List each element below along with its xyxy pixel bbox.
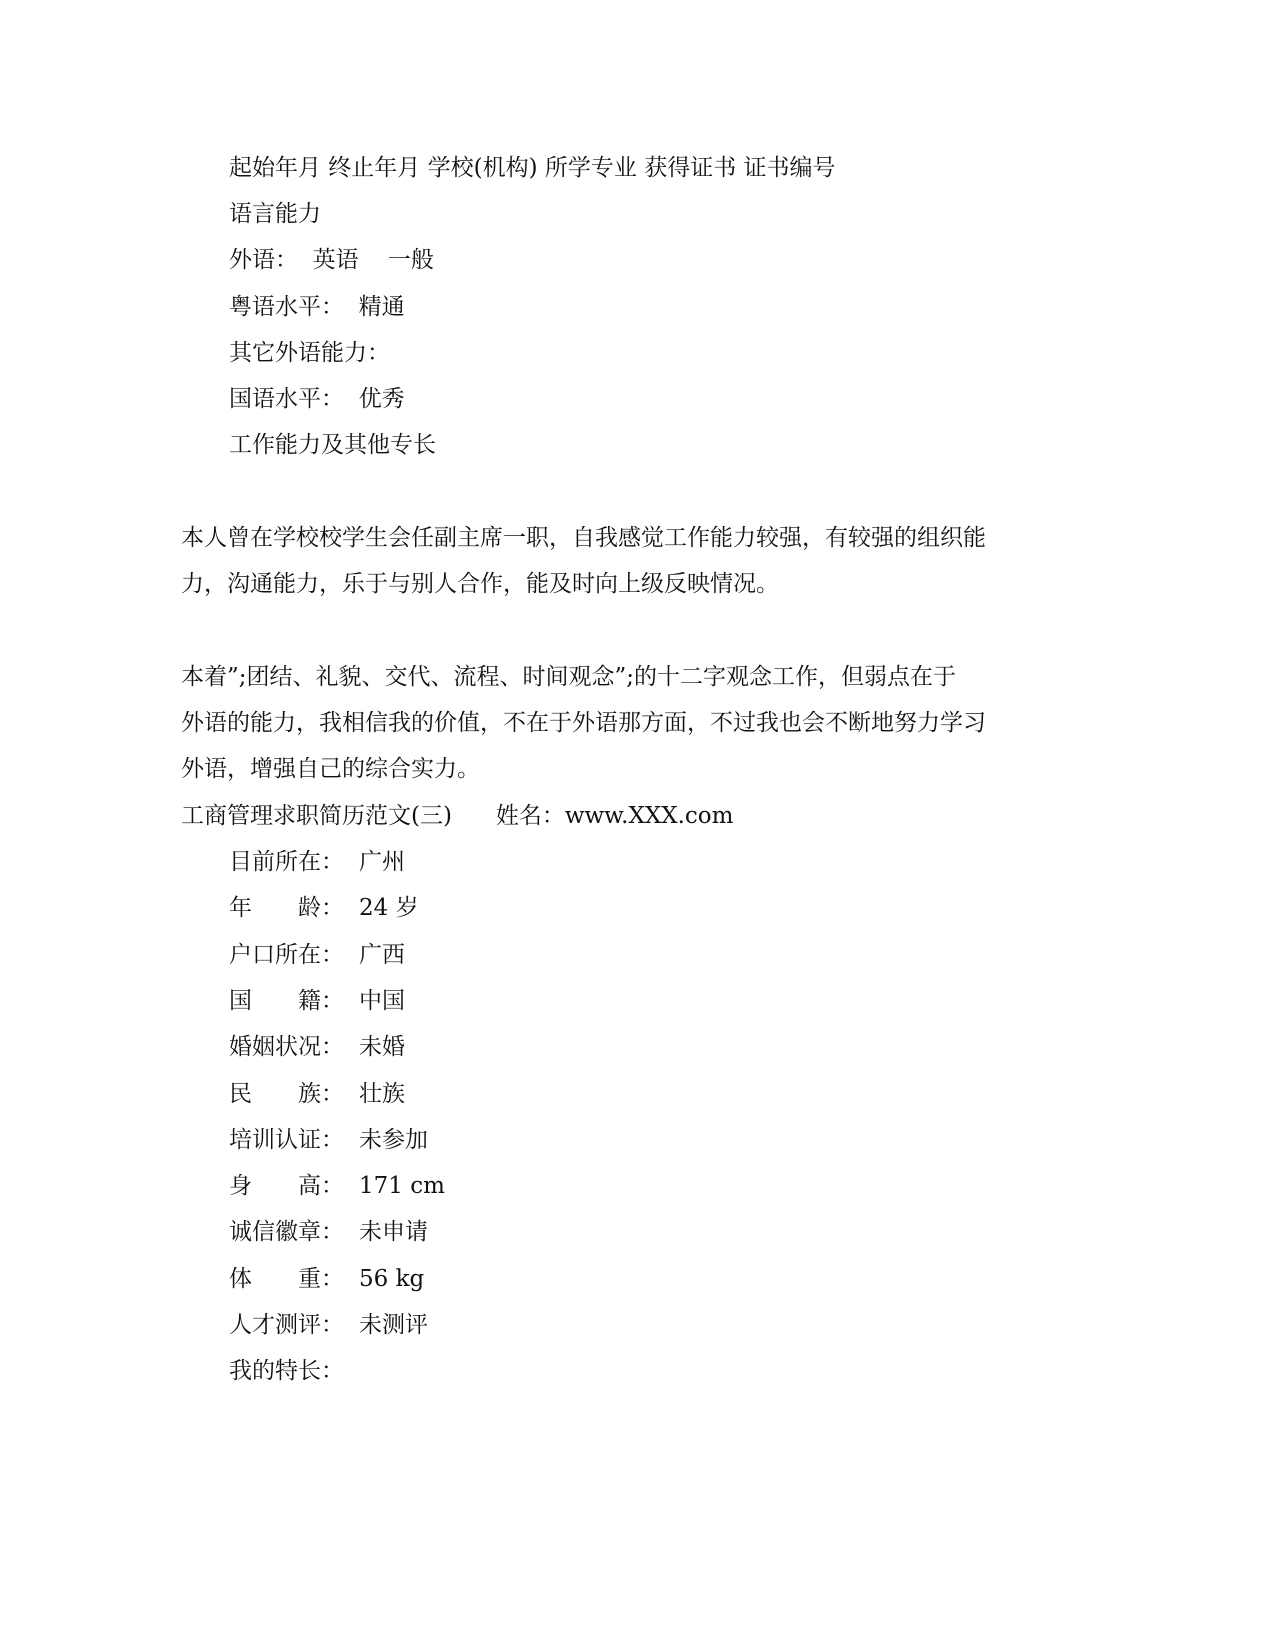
field-value: 未参加 bbox=[359, 1126, 428, 1153]
field-label: 我的特长： bbox=[229, 1358, 344, 1385]
skills-section-title: 工作能力及其他专长 bbox=[229, 432, 436, 458]
paragraph-line: 本着”;团结、礼貌、交代、流程、时间观念”;的十二字观念工作，但弱点在于 bbox=[181, 664, 957, 690]
field-label: 身 高： bbox=[229, 1173, 344, 1200]
field-row bbox=[229, 1357, 344, 1385]
field-row bbox=[229, 1311, 428, 1339]
field-row bbox=[229, 1265, 425, 1293]
field-row bbox=[229, 1033, 405, 1061]
paragraph-line: 外语，增强自己的综合实力。 bbox=[181, 756, 480, 782]
field-value: 壮族 bbox=[359, 1080, 405, 1107]
paragraph-line: 力，沟通能力，乐于与别人合作，能及时向上级反映情况。 bbox=[181, 571, 779, 597]
field-row bbox=[229, 1218, 428, 1246]
paragraph-line: 外语的能力，我相信我的价值，不在于外语那方面，不过我也会不断地努力学习 bbox=[181, 710, 986, 736]
field-value: 未申请 bbox=[359, 1219, 428, 1246]
field-row bbox=[229, 1080, 405, 1108]
field-value: 中国 bbox=[359, 987, 405, 1014]
field-label: 目前所在： bbox=[229, 849, 344, 875]
other-language-line: 其它外语能力： bbox=[229, 340, 390, 366]
field-row bbox=[229, 1126, 428, 1154]
field-value: 24 岁 bbox=[359, 895, 419, 922]
field-value: 171 cm bbox=[359, 1173, 445, 1200]
field-label: 年 龄： bbox=[229, 895, 344, 922]
field-value: 56 kg bbox=[359, 1265, 425, 1292]
field-label: 婚姻状况： bbox=[229, 1034, 344, 1061]
field-row bbox=[229, 941, 405, 969]
field-label: 诚信徽章： bbox=[229, 1219, 344, 1246]
field-row bbox=[229, 894, 419, 922]
paragraph-line: 本人曾在学校校学生会任副主席一职，自我感觉工作能力较强，有较强的组织能 bbox=[181, 525, 986, 551]
field-label: 国 籍： bbox=[229, 987, 344, 1014]
cantonese-line: 粤语水平： 精通 bbox=[229, 294, 405, 320]
field-value: 未测评 bbox=[359, 1312, 428, 1338]
field-label: 人才测评： bbox=[229, 1312, 344, 1338]
field-row bbox=[229, 987, 405, 1015]
field-label: 培训认证： bbox=[229, 1126, 344, 1153]
field-row bbox=[229, 848, 405, 876]
field-label: 户口所在： bbox=[229, 941, 344, 968]
resume-title: 工商管理求职简历范文(三) 姓名：www.XXX.com bbox=[181, 803, 734, 829]
foreign-language-line: 外语： 英语 一般 bbox=[229, 247, 434, 273]
field-value: 广西 bbox=[359, 941, 405, 968]
field-value: 未婚 bbox=[359, 1034, 405, 1061]
field-value: 广州 bbox=[359, 849, 405, 875]
field-label: 民 族： bbox=[229, 1080, 344, 1107]
mandarin-line: 国语水平： 优秀 bbox=[229, 386, 405, 412]
field-row bbox=[229, 1172, 445, 1200]
education-header-row: 起始年月 终止年月 学校(机构) 所学专业 获得证书 证书编号 bbox=[229, 155, 836, 181]
field-label: 体 重： bbox=[229, 1265, 344, 1292]
language-section-title: 语言能力 bbox=[229, 201, 321, 227]
